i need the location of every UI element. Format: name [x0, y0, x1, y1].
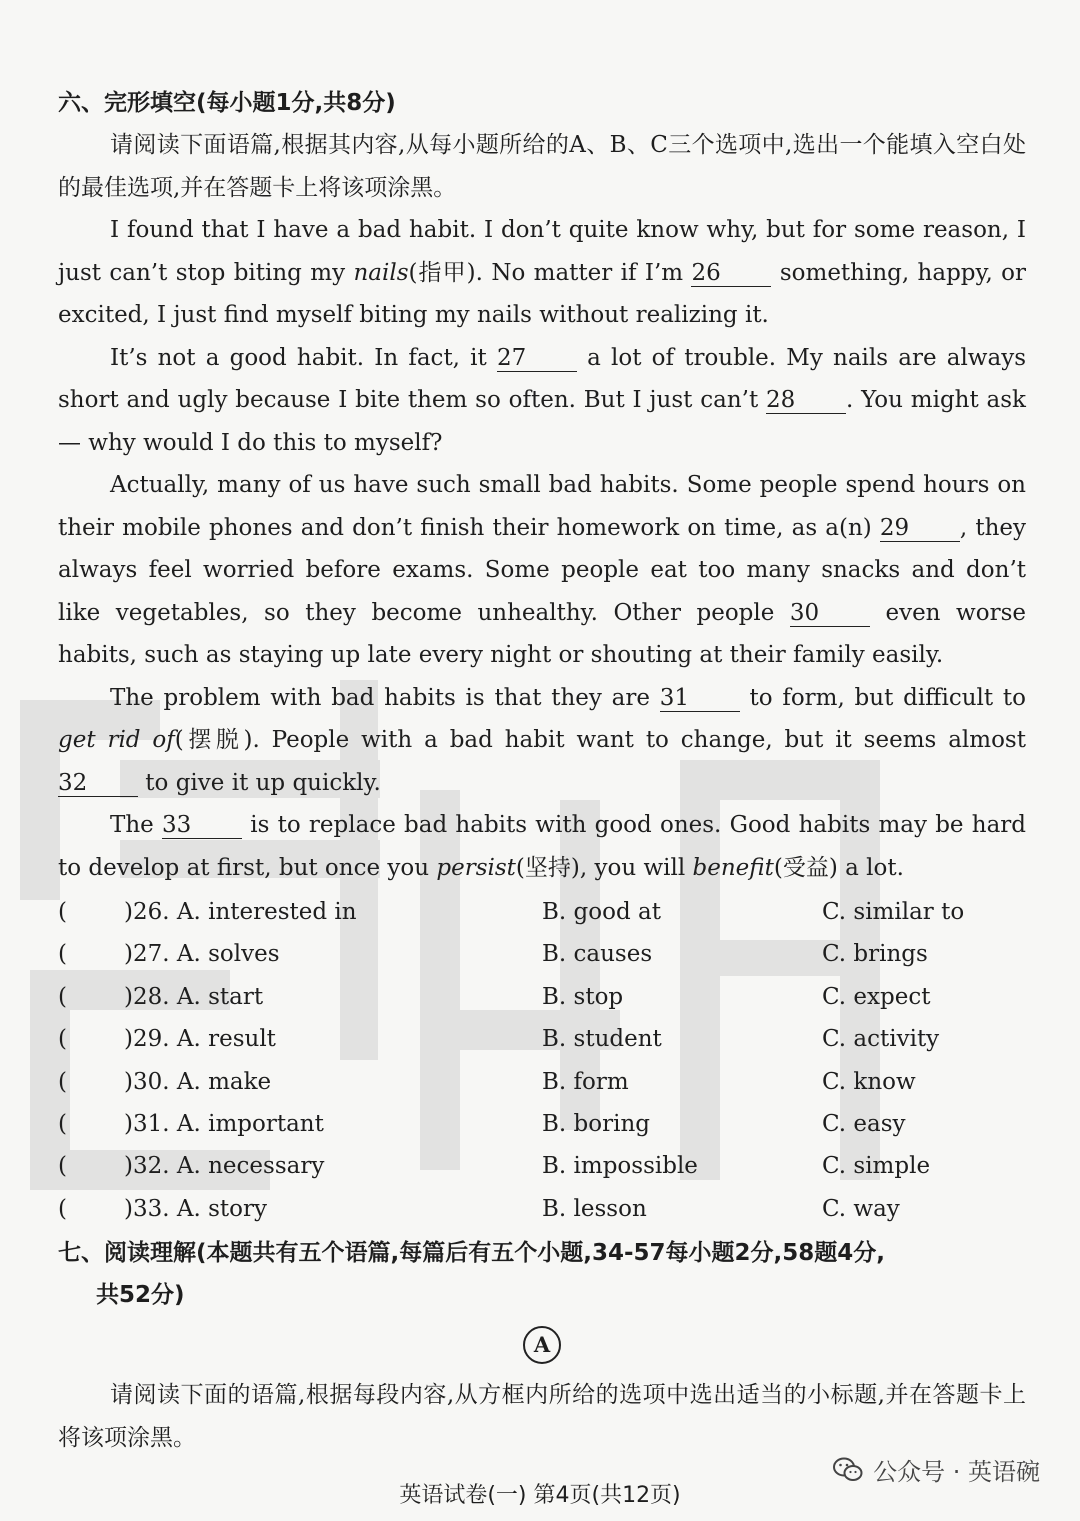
- option-b: B. boring: [542, 1110, 650, 1137]
- option-a: )28. A. start: [124, 983, 264, 1010]
- text-run-italic: persist: [436, 854, 516, 881]
- option-c: C. brings: [822, 941, 928, 968]
- text-run: I found that I have a bad habit. I don’t quite know why, but for some reason, I just can’t stop biting my: [58, 217, 1026, 286]
- passage-paragraph-1: [58, 209, 1026, 337]
- section6-instruction: 请阅读下面语篇,根据其内容,从每小题所给的A、B、C三个选项中,选出一个能填入空白处的最佳选项,并在答题卡上将该项涂黑。: [58, 132, 1026, 201]
- option-c: C. expect: [822, 983, 931, 1010]
- text-run: even worse habits, such as staying up late every night or shouting at their family easily.: [58, 599, 1026, 668]
- options-list: [58, 891, 1026, 1230]
- option-b: B. form: [542, 1068, 629, 1095]
- blank-31: 31: [660, 685, 740, 712]
- text-run: It’s not a good habit. In fact, it: [110, 344, 497, 371]
- answer-paren: (: [58, 899, 67, 925]
- question-row-27: [58, 933, 1026, 975]
- text-run: something, happy, or excited, I just find myself biting my nails without realizing it.: [58, 259, 1026, 328]
- answer-paren: (: [58, 1026, 67, 1053]
- exam-content: [58, 82, 1026, 1459]
- question-row-29: [58, 1018, 1026, 1060]
- passage-paragraph-2: [58, 337, 1026, 465]
- text-run: (受益) a lot.: [773, 854, 904, 881]
- blank-29: 29: [880, 515, 960, 542]
- blank-27: 27: [497, 345, 577, 372]
- passage-paragraph-4: [58, 677, 1026, 805]
- text-run: is to replace bad habits with good ones. Good habits may be hard to develop at first, but once you: [58, 812, 1027, 881]
- blank-30: 30: [790, 600, 870, 627]
- blank-33: 33: [162, 812, 242, 839]
- text-run: The: [110, 812, 162, 838]
- option-a: )33. A. story: [124, 1195, 267, 1222]
- passage-paragraph-5: [58, 804, 1026, 889]
- question-row-28: [58, 976, 1026, 1018]
- text-run: a lot of trouble. My nails are always short and ugly because I bite them so often. But I just can’t: [58, 344, 1026, 413]
- question-row-31: [58, 1103, 1026, 1145]
- option-a: )30. A. make: [124, 1068, 272, 1095]
- section7: [58, 1232, 1026, 1459]
- option-b: B. stop: [542, 983, 624, 1010]
- option-c: C. easy: [822, 1110, 906, 1137]
- page-footer: 英语试卷(一) 第4页(共12页): [399, 1483, 681, 1508]
- text-run: . You might ask — why would I do this to myself?: [58, 387, 1026, 456]
- option-b: B. good at: [542, 899, 661, 925]
- text-run: (摆脱). People with a bad habit want to change, but it seems almost: [174, 727, 1026, 753]
- answer-paren: (: [58, 941, 67, 968]
- text-run: (坚持), you will: [515, 854, 693, 881]
- option-b: B. lesson: [542, 1195, 647, 1222]
- text-run: to give it up quickly.: [138, 769, 381, 796]
- section7-instruction: 请阅读下面的语篇,根据每段内容,从方框内所给的选项中选出适当的小标题,并在答题卡上将该项涂黑。: [58, 1382, 1026, 1451]
- option-c: C. way: [822, 1195, 900, 1222]
- text-run: (指甲). No matter if I’m: [408, 259, 692, 286]
- option-b: B. impossible: [542, 1153, 698, 1180]
- option-a: )31. A. important: [124, 1110, 324, 1137]
- section7-title: 七、阅读理解(本题共有五个语篇,每篇后有五个小题,34-57每小题2分,58题4分,: [58, 1240, 886, 1267]
- option-a: )27. A. solves: [124, 941, 280, 968]
- text-run-italic: benefit: [692, 854, 774, 881]
- option-c: C. activity: [822, 1026, 940, 1053]
- text-run: Actually, many of us have such small bad habits. Some people spend hours on their mobile phones and don’t finish their homework on time, as a(n): [58, 472, 1026, 541]
- passage-paragraph-3: [58, 464, 1026, 677]
- text-run: , they always feel worried before exams. Some people eat too many snacks and don’t like vegetables, so they become unhealthy. Other people: [58, 514, 1026, 626]
- wechat-account-label: 公众号 · 英语碗: [873, 1458, 1040, 1486]
- part-a-circle-label: A: [523, 1326, 561, 1364]
- question-row-26: [58, 891, 1026, 933]
- question-row-30: [58, 1061, 1026, 1103]
- blank-26: 26: [691, 260, 771, 287]
- answer-paren: (: [58, 1195, 67, 1222]
- text-run-italic: get rid of: [58, 727, 175, 753]
- option-a: )29. A. result: [124, 1026, 276, 1053]
- section7-title-cont: 共52分): [96, 1282, 185, 1309]
- question-row-32: [58, 1145, 1026, 1187]
- text-run: The problem with bad habits is that they are: [110, 684, 660, 711]
- option-c: C. know: [822, 1068, 916, 1095]
- blank-28: 28: [766, 387, 846, 414]
- option-a: )26. A. interested in: [124, 899, 357, 925]
- option-c: C. similar to: [822, 899, 965, 925]
- blank-32: 32: [58, 770, 138, 797]
- answer-paren: (: [58, 983, 67, 1010]
- answer-paren: (: [58, 1068, 67, 1095]
- option-c: C. simple: [822, 1153, 931, 1180]
- answer-paren: (: [58, 1153, 67, 1180]
- option-a: )32. A. necessary: [124, 1153, 325, 1180]
- question-row-33: [58, 1188, 1026, 1230]
- text-run-italic: nails: [353, 259, 409, 286]
- option-b: B. causes: [542, 941, 653, 968]
- text-run: to form, but difficult to: [739, 684, 1027, 711]
- answer-paren: (: [58, 1110, 67, 1137]
- option-b: B. student: [542, 1026, 662, 1053]
- section6-title: 六、完形填空(每小题1分,共8分): [58, 90, 396, 116]
